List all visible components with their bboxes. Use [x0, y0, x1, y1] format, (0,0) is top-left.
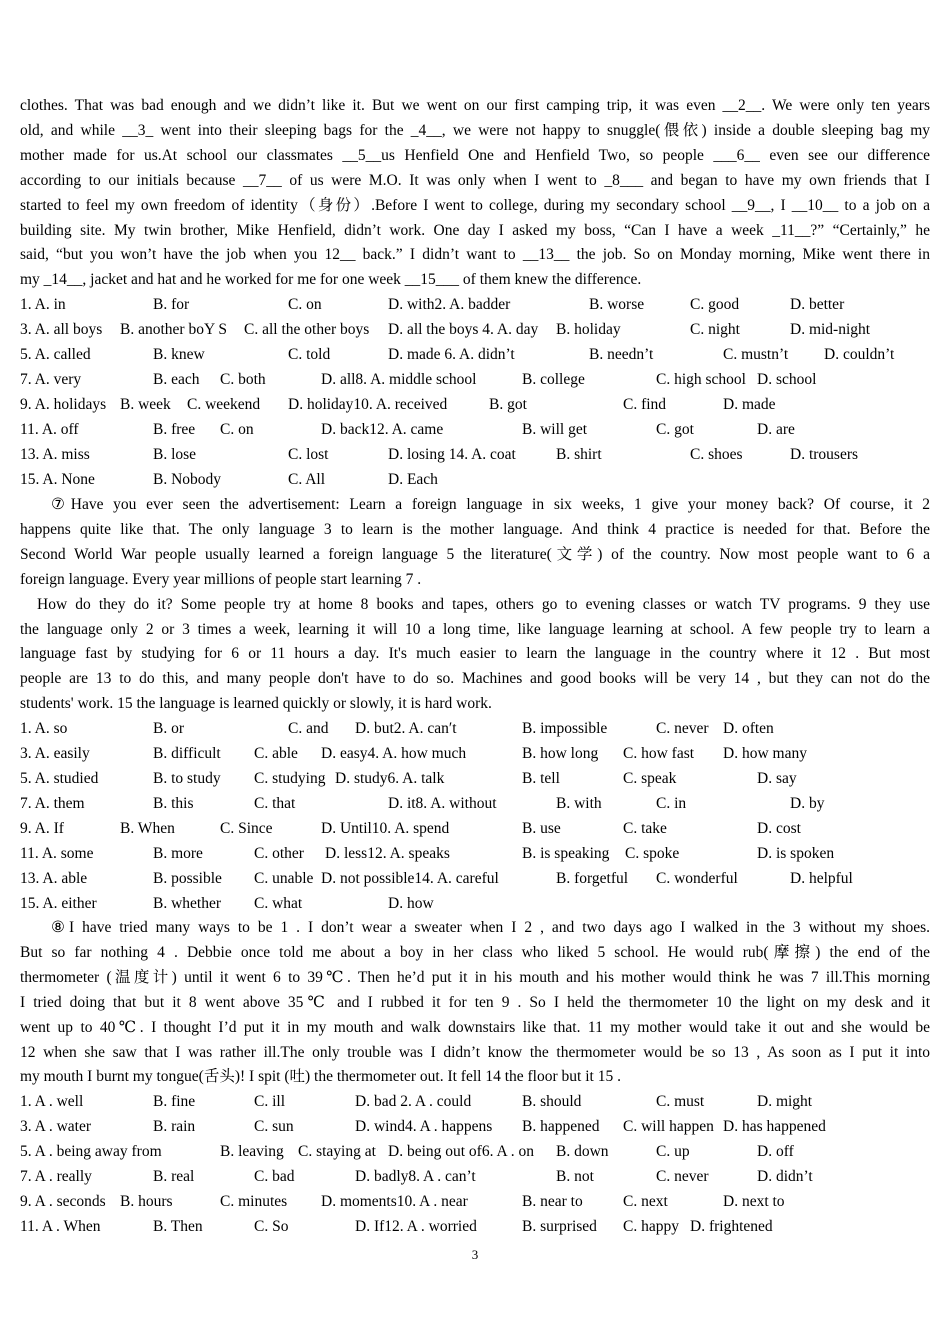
option: C. So — [254, 1218, 289, 1235]
option: D. not possible14. A. careful — [321, 870, 499, 887]
option: B. tell — [522, 770, 560, 787]
option: B. another boY S — [120, 321, 228, 338]
text-line: said, “but you won’t have the job when you 12__ back.” I didn’t want to __13__ the job. So on Monday morning, Mike went there in — [20, 246, 930, 264]
text-line: language fast by studying for 6 or 11 hours a day. It's much easier to learn the language in the country where it 12 . But most — [20, 645, 930, 663]
text-line: people are 13 to do this, and many people don't have to do so. Machines and good books will be very 14 , but they can not do the — [20, 670, 930, 688]
option: D. is spoken — [757, 845, 835, 862]
option: D. trousers — [790, 446, 859, 463]
option: B. leaving — [220, 1143, 284, 1160]
text-line: went up to 40℃. I thought I’d put it in my mouth and walk downstairs like that. 11 my mother would take it out and she would be — [20, 1018, 930, 1036]
text-line: students' work. 15 the language is learned quickly or slowly, it is hard work. — [20, 695, 492, 713]
option: B. needn’t — [589, 346, 654, 363]
option: C. able — [254, 745, 298, 762]
text-line: started to feel my own freedom of identity（身份）.Before I went to college, during my secondary school __9__, I __10__ to a job on a — [20, 196, 930, 214]
option: D. by — [790, 795, 825, 812]
option: B. When — [120, 820, 175, 837]
text-line: my _14__, jacket and hat and he worked for me for one week __15___ of them knew the difference. — [20, 271, 642, 289]
option: B. hours — [120, 1193, 173, 1210]
option: C. on — [220, 421, 254, 438]
text-line: foreign language. Every year millions of people start learning 7 . — [20, 570, 422, 588]
option: D. often — [723, 720, 774, 737]
text-line: ⑧I have tried many ways to be 1 . I don’t wear a sweater when I 2 , and two days ago I walked in the 3 without my shoes. — [51, 919, 930, 936]
option: D. bad 2. A . could — [355, 1093, 472, 1110]
option: C. must — [656, 1093, 705, 1110]
option: C. speak — [623, 770, 677, 787]
option: C. in — [656, 795, 687, 812]
option: C. mustn’t — [723, 346, 789, 363]
option: D. holiday10. A. received — [288, 396, 448, 413]
option: D. mid-night — [790, 321, 871, 338]
option: 11. A. some — [20, 845, 94, 862]
option: 13. A. able — [20, 870, 88, 887]
option: B. shirt — [556, 446, 602, 463]
text-line: my mouth I burnt my tongue(舌头)! I spit (吐) the thermometer out. It fell 14 the floor but it 15 . — [20, 1068, 621, 1086]
option: B. rain — [153, 1118, 196, 1135]
option: B. or — [153, 720, 184, 737]
option: D. how — [388, 895, 434, 912]
option: D. made 6. A. didn’t — [388, 346, 515, 363]
option: C. will happen — [623, 1118, 714, 1135]
option: C. all the other boys — [244, 321, 370, 338]
option: 9. A . seconds — [20, 1193, 106, 1210]
option: C. how fast — [623, 745, 695, 762]
option: D. but2. A. can′t — [355, 720, 457, 737]
text-line: old, and while __3_ went into their sleeping bags for the _4__, we were not happy to snuggle(偎依) inside a double sleeping bag my — [20, 121, 930, 139]
text-line: according to our initials because __7__ of us were M.O. It was only when I went to _8___ and began to have my own friends that I — [20, 171, 930, 189]
option: B. to study — [153, 770, 221, 787]
option: B. impossible — [522, 720, 608, 737]
option: D. say — [757, 770, 797, 787]
option: B. worse — [589, 296, 645, 313]
option: 13. A. miss — [20, 446, 90, 463]
text-line: mother made for us.At school our classmates __5__us Henfield One and Henfield Two, so people ___6__ even see our difference — [20, 146, 930, 164]
option: C. good — [690, 296, 740, 313]
option: D. Each — [388, 471, 438, 488]
option: C. other — [254, 845, 304, 862]
option: C. night — [690, 321, 740, 338]
option: C. bad — [254, 1168, 295, 1185]
option: D. wind4. A . happens — [355, 1118, 493, 1135]
option: D. it8. A. without — [388, 795, 497, 812]
option: B. happened — [522, 1118, 600, 1135]
option: B. will get — [522, 421, 588, 438]
option: D. made — [723, 396, 776, 413]
option: C. and — [288, 720, 329, 737]
option: D. badly8. A . can’t — [355, 1168, 476, 1185]
option: 1. A . well — [20, 1093, 84, 1110]
option: D. study6. A. talk — [335, 770, 445, 787]
option: D. less12. A. speaks — [325, 845, 450, 862]
option: C. Since — [220, 820, 273, 837]
passage-8-text — [20, 916, 930, 1090]
option: D. better — [790, 296, 845, 313]
option: B. holiday — [556, 321, 621, 338]
option: D. back12. A. came — [321, 421, 444, 438]
option: C. told — [288, 346, 331, 363]
option: B. whether — [153, 895, 222, 912]
option: C. weekend — [187, 396, 261, 413]
option: 15. A. None — [20, 471, 95, 488]
text-line: But so far nothing 4 . Debbie once told me about a boy in her class who liked 5 school. He would rub(摩擦) the end of the — [20, 943, 930, 961]
option: B. down — [556, 1143, 609, 1160]
option: C. got — [656, 421, 694, 438]
option: C. ill — [254, 1093, 286, 1110]
option: C. All — [288, 471, 326, 488]
option: B. this — [153, 795, 194, 812]
option: D. with2. A. badder — [388, 296, 511, 313]
option: D. off — [757, 1143, 794, 1160]
option: 11. A. off — [20, 421, 79, 438]
option: C. happy — [623, 1218, 679, 1235]
option: D. next to — [723, 1193, 785, 1210]
option: 15. A. either — [20, 895, 97, 912]
option: 5. A. studied — [20, 770, 99, 787]
option: C. unable — [254, 870, 314, 887]
option: C. spoke — [625, 845, 680, 862]
option: B. Nobody — [153, 471, 222, 488]
option: D. has happened — [723, 1118, 826, 1135]
option: 1. A. in — [20, 296, 66, 313]
text-line: the language only 2 or 3 times a week, learning it will 10 a long time, like language learning at school. A few people try to learn a — [20, 620, 930, 638]
option: 9. A. holidays — [20, 396, 107, 413]
option: D. helpful — [790, 870, 853, 887]
option: C. never — [656, 1168, 709, 1185]
option: D. cost — [757, 820, 801, 837]
option: B. free — [153, 421, 196, 438]
option: C. sun — [254, 1118, 294, 1135]
option: 7. A. very — [20, 371, 82, 388]
text-line: thermometer (温度计) until it went 6 to 39℃. Then he’d put it in his mouth and his mother would think he was 7 ill.This morning — [20, 968, 930, 986]
option: C. high school — [656, 371, 746, 388]
text-line: I tried doing that but it 8 went above 35℃ and I rubbed it for ten 9 . So I held the thermometer 10 the light on my desk and it — [20, 993, 930, 1011]
option: B. surprised — [522, 1218, 597, 1235]
option: D. If12. A . worried — [355, 1218, 477, 1235]
option: B. with — [556, 795, 602, 812]
option: B. real — [153, 1168, 195, 1185]
option: C. what — [254, 895, 303, 912]
text-line: building site. My twin brother, Mike Henfield, didn’t work. One day I asked my boss, “Can I have a week _11__?” “Certainly,” he — [20, 221, 930, 239]
option: B. use — [522, 820, 561, 837]
option: D. are — [757, 421, 795, 438]
option: B. fine — [153, 1093, 196, 1110]
text-line: 12 when she saw that I was rather ill.The only trouble was I didn’t know the thermometer would be so 13 , As soon as I put it into — [20, 1043, 930, 1061]
option: D. how many — [723, 745, 807, 762]
option: B. got — [489, 396, 527, 413]
option: 7. A . really — [20, 1168, 92, 1185]
option: B. week — [120, 396, 171, 413]
option: C. find — [623, 396, 667, 413]
option: D. losing 14. A. coat — [388, 446, 516, 463]
option: C. staying at — [298, 1143, 376, 1160]
option: C. take — [623, 820, 667, 837]
text-line: ⑦Have you ever seen the advertisement: Learn a foreign language in six weeks, 1 give your money back? Of course, it 2 — [51, 496, 930, 513]
page-number: 3 — [471, 1247, 479, 1262]
option: B. knew — [153, 346, 205, 363]
option: B. forgetful — [556, 870, 629, 887]
option: 3. A. easily — [20, 745, 90, 762]
option: D. being out of6. A . on — [388, 1143, 534, 1160]
option: D. might — [757, 1093, 813, 1110]
option: 3. A. all boys — [20, 321, 103, 338]
option: B. possible — [153, 870, 222, 887]
option: C. up — [656, 1143, 690, 1160]
option: 7. A. them — [20, 795, 85, 812]
option: C. on — [288, 296, 322, 313]
option: 11. A . When — [20, 1218, 101, 1235]
option: D. all the boys 4. A. day — [388, 321, 539, 338]
option: C. both — [220, 371, 266, 388]
option: C. next — [623, 1193, 668, 1210]
option: B. how long — [522, 745, 599, 762]
option: B. difficult — [153, 745, 221, 762]
passage-6-text — [20, 94, 930, 293]
option: D. couldn’t — [824, 346, 895, 363]
option: B. is speaking — [522, 845, 610, 862]
option: C. shoes — [690, 446, 743, 463]
option: B. more — [153, 845, 203, 862]
text-line: How do they do it? Some people try at home 8 books and tapes, others go to evening classes or watch TV programs. 9 they use — [37, 595, 930, 613]
option: C. minutes — [220, 1193, 288, 1210]
option: B. lose — [153, 446, 197, 463]
option: D. easy4. A. how much — [321, 745, 467, 762]
text-line: happens quite like that. The only language 3 to learn is the mother language. And think 4 practice is needed for that. Before the — [20, 520, 930, 538]
option: C. that — [254, 795, 296, 812]
option: D. frightened — [690, 1218, 773, 1235]
option: B. college — [522, 371, 585, 388]
option: 5. A. called — [20, 346, 91, 363]
option: D. all8. A. middle school — [321, 371, 477, 388]
option: D. Until10. A. spend — [321, 820, 450, 837]
option: B. for — [153, 296, 190, 313]
option: D. school — [757, 371, 817, 388]
passage-7-text — [20, 493, 930, 717]
text-line: clothes. That was bad enough and we didn’t like it. But we went on our first camping trip, it was even __2__. We were only ten years — [20, 97, 930, 114]
option: 1. A. so — [20, 720, 68, 737]
option: B. each — [153, 371, 200, 388]
text-line: Second World War people usually learned a foreign language 5 the literature(文学) of the country. Now most people want to 6 a — [20, 545, 930, 563]
option: D. didn’t — [757, 1168, 813, 1185]
option: D. moments10. A . near — [321, 1193, 468, 1210]
option: 3. A . water — [20, 1118, 92, 1135]
option: 5. A . being away from — [20, 1143, 162, 1160]
option: B. not — [556, 1168, 594, 1185]
option: C. lost — [288, 446, 329, 463]
option: B. should — [522, 1093, 582, 1110]
option: C. studying — [254, 770, 326, 787]
option: B. near to — [522, 1193, 583, 1210]
option: B. Then — [153, 1218, 203, 1235]
option: C. wonderful — [656, 870, 738, 887]
option: 9. A. If — [20, 820, 64, 837]
option: C. never — [656, 720, 709, 737]
